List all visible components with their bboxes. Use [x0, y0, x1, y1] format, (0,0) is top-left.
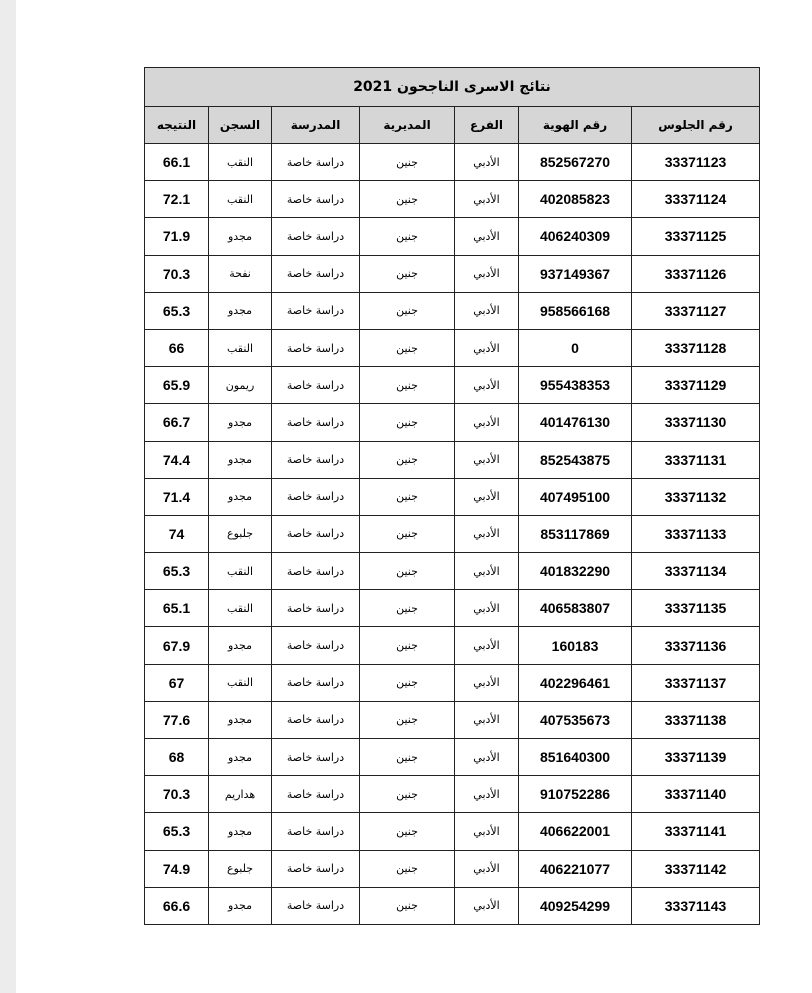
table-title-row	[145, 68, 760, 107]
table-row	[145, 850, 760, 887]
header-seat-number: رقم الجلوس	[632, 107, 760, 144]
school-cell: دراسة خاصة	[272, 144, 360, 181]
result-cell: 71.4	[145, 478, 209, 515]
directorate-cell: جنين	[360, 367, 455, 404]
id-number-cell: 406583807	[519, 590, 632, 627]
directorate-cell: جنين	[360, 478, 455, 515]
table-title: نتائج الاسرى الناجحون 2021	[145, 68, 760, 107]
school-cell: دراسة خاصة	[272, 850, 360, 887]
branch-cell: الأدبي	[455, 255, 519, 292]
branch-cell: الأدبي	[455, 590, 519, 627]
seat-number-cell: 33371132	[632, 478, 760, 515]
directorate-cell: جنين	[360, 590, 455, 627]
seat-number-cell: 33371127	[632, 292, 760, 329]
prison-cell: النقب	[209, 553, 272, 590]
directorate-cell: جنين	[360, 218, 455, 255]
result-cell: 72.1	[145, 181, 209, 218]
id-number-cell: 402085823	[519, 181, 632, 218]
table-row	[145, 367, 760, 404]
result-cell: 70.3	[145, 776, 209, 813]
school-cell: دراسة خاصة	[272, 478, 360, 515]
result-cell: 77.6	[145, 701, 209, 738]
school-cell: دراسة خاصة	[272, 404, 360, 441]
id-number-cell: 955438353	[519, 367, 632, 404]
id-number-cell: 0	[519, 329, 632, 366]
branch-cell: الأدبي	[455, 367, 519, 404]
seat-number-cell: 33371142	[632, 850, 760, 887]
prison-cell: مجدو	[209, 739, 272, 776]
table-row	[145, 776, 760, 813]
branch-cell: الأدبي	[455, 664, 519, 701]
id-number-cell: 402296461	[519, 664, 632, 701]
school-cell: دراسة خاصة	[272, 181, 360, 218]
id-number-cell: 910752286	[519, 776, 632, 813]
directorate-cell: جنين	[360, 181, 455, 218]
school-cell: دراسة خاصة	[272, 292, 360, 329]
header-directorate: المديرية	[360, 107, 455, 144]
table-row	[145, 553, 760, 590]
branch-cell: الأدبي	[455, 776, 519, 813]
id-number-cell: 958566168	[519, 292, 632, 329]
seat-number-cell: 33371137	[632, 664, 760, 701]
result-cell: 71.9	[145, 218, 209, 255]
seat-number-cell: 33371123	[632, 144, 760, 181]
school-cell: دراسة خاصة	[272, 664, 360, 701]
directorate-cell: جنين	[360, 292, 455, 329]
result-cell: 67	[145, 664, 209, 701]
prison-cell: هداريم	[209, 776, 272, 813]
seat-number-cell: 33371143	[632, 887, 760, 924]
table-row	[145, 255, 760, 292]
school-cell: دراسة خاصة	[272, 218, 360, 255]
branch-cell: الأدبي	[455, 739, 519, 776]
prison-cell: النقب	[209, 329, 272, 366]
table-row	[145, 664, 760, 701]
header-id-number: رقم الهوية	[519, 107, 632, 144]
directorate-cell: جنين	[360, 404, 455, 441]
seat-number-cell: 33371139	[632, 739, 760, 776]
school-cell: دراسة خاصة	[272, 441, 360, 478]
branch-cell: الأدبي	[455, 144, 519, 181]
seat-number-cell: 33371141	[632, 813, 760, 850]
branch-cell: الأدبي	[455, 478, 519, 515]
branch-cell: الأدبي	[455, 515, 519, 552]
id-number-cell: 406240309	[519, 218, 632, 255]
result-cell: 65.3	[145, 813, 209, 850]
school-cell: دراسة خاصة	[272, 701, 360, 738]
result-cell: 74.9	[145, 850, 209, 887]
branch-cell: الأدبي	[455, 181, 519, 218]
branch-cell: الأدبي	[455, 813, 519, 850]
id-number-cell: 160183	[519, 627, 632, 664]
seat-number-cell: 33371133	[632, 515, 760, 552]
directorate-cell: جنين	[360, 144, 455, 181]
id-number-cell: 406221077	[519, 850, 632, 887]
school-cell: دراسة خاصة	[272, 776, 360, 813]
directorate-cell: جنين	[360, 627, 455, 664]
school-cell: دراسة خاصة	[272, 887, 360, 924]
directorate-cell: جنين	[360, 701, 455, 738]
id-number-cell: 406622001	[519, 813, 632, 850]
table-row	[145, 404, 760, 441]
seat-number-cell: 33371125	[632, 218, 760, 255]
id-number-cell: 852543875	[519, 441, 632, 478]
directorate-cell: جنين	[360, 813, 455, 850]
prison-cell: مجدو	[209, 441, 272, 478]
branch-cell: الأدبي	[455, 627, 519, 664]
seat-number-cell: 33371131	[632, 441, 760, 478]
result-cell: 66.6	[145, 887, 209, 924]
prison-cell: مجدو	[209, 627, 272, 664]
directorate-cell: جنين	[360, 664, 455, 701]
result-cell: 68	[145, 739, 209, 776]
table-header-row	[145, 107, 760, 144]
school-cell: دراسة خاصة	[272, 553, 360, 590]
branch-cell: الأدبي	[455, 404, 519, 441]
header-result: النتيجه	[145, 107, 209, 144]
seat-number-cell: 33371140	[632, 776, 760, 813]
result-cell: 66	[145, 329, 209, 366]
seat-number-cell: 33371126	[632, 255, 760, 292]
header-school: المدرسة	[272, 107, 360, 144]
branch-cell: الأدبي	[455, 292, 519, 329]
school-cell: دراسة خاصة	[272, 367, 360, 404]
table-row	[145, 292, 760, 329]
seat-number-cell: 33371135	[632, 590, 760, 627]
branch-cell: الأدبي	[455, 441, 519, 478]
directorate-cell: جنين	[360, 776, 455, 813]
branch-cell: الأدبي	[455, 887, 519, 924]
prison-cell: النقب	[209, 664, 272, 701]
directorate-cell: جنين	[360, 553, 455, 590]
table-row	[145, 329, 760, 366]
prison-cell: النقب	[209, 144, 272, 181]
table-row	[145, 627, 760, 664]
branch-cell: الأدبي	[455, 329, 519, 366]
seat-number-cell: 33371138	[632, 701, 760, 738]
header-branch: الفرع	[455, 107, 519, 144]
id-number-cell: 409254299	[519, 887, 632, 924]
table-row	[145, 181, 760, 218]
id-number-cell: 852567270	[519, 144, 632, 181]
branch-cell: الأدبي	[455, 701, 519, 738]
school-cell: دراسة خاصة	[272, 627, 360, 664]
directorate-cell: جنين	[360, 255, 455, 292]
seat-number-cell: 33371124	[632, 181, 760, 218]
prison-cell: مجدو	[209, 478, 272, 515]
prison-cell: ريمون	[209, 367, 272, 404]
prison-cell: النقب	[209, 181, 272, 218]
table-row	[145, 515, 760, 552]
prison-cell: جلبوع	[209, 850, 272, 887]
table-row	[145, 590, 760, 627]
table-row	[145, 441, 760, 478]
table-row	[145, 478, 760, 515]
prison-cell: مجدو	[209, 292, 272, 329]
school-cell: دراسة خاصة	[272, 739, 360, 776]
directorate-cell: جنين	[360, 739, 455, 776]
id-number-cell: 401832290	[519, 553, 632, 590]
id-number-cell: 401476130	[519, 404, 632, 441]
school-cell: دراسة خاصة	[272, 515, 360, 552]
directorate-cell: جنين	[360, 329, 455, 366]
prison-cell: جلبوع	[209, 515, 272, 552]
prison-cell: مجدو	[209, 218, 272, 255]
id-number-cell: 407535673	[519, 701, 632, 738]
table-row	[145, 701, 760, 738]
result-cell: 65.9	[145, 367, 209, 404]
result-cell: 74.4	[145, 441, 209, 478]
id-number-cell: 407495100	[519, 478, 632, 515]
school-cell: دراسة خاصة	[272, 590, 360, 627]
seat-number-cell: 33371129	[632, 367, 760, 404]
prison-cell: مجدو	[209, 813, 272, 850]
seat-number-cell: 33371136	[632, 627, 760, 664]
result-cell: 74	[145, 515, 209, 552]
seat-number-cell: 33371130	[632, 404, 760, 441]
branch-cell: الأدبي	[455, 850, 519, 887]
prison-cell: النقب	[209, 590, 272, 627]
seat-number-cell: 33371134	[632, 553, 760, 590]
id-number-cell: 851640300	[519, 739, 632, 776]
table-row	[145, 887, 760, 924]
directorate-cell: جنين	[360, 441, 455, 478]
document-page	[16, 0, 812, 993]
table-body	[145, 144, 760, 925]
branch-cell: الأدبي	[455, 553, 519, 590]
school-cell: دراسة خاصة	[272, 255, 360, 292]
result-cell: 65.1	[145, 590, 209, 627]
directorate-cell: جنين	[360, 887, 455, 924]
school-cell: دراسة خاصة	[272, 813, 360, 850]
result-cell: 66.7	[145, 404, 209, 441]
directorate-cell: جنين	[360, 515, 455, 552]
header-prison: السجن	[209, 107, 272, 144]
results-table	[144, 67, 760, 925]
table-row	[145, 813, 760, 850]
result-cell: 66.1	[145, 144, 209, 181]
prison-cell: مجدو	[209, 404, 272, 441]
id-number-cell: 937149367	[519, 255, 632, 292]
id-number-cell: 853117869	[519, 515, 632, 552]
prison-cell: نفحة	[209, 255, 272, 292]
prison-cell: مجدو	[209, 887, 272, 924]
directorate-cell: جنين	[360, 850, 455, 887]
table-row	[145, 144, 760, 181]
prison-cell: مجدو	[209, 701, 272, 738]
table-row	[145, 218, 760, 255]
seat-number-cell: 33371128	[632, 329, 760, 366]
school-cell: دراسة خاصة	[272, 329, 360, 366]
result-cell: 70.3	[145, 255, 209, 292]
result-cell: 65.3	[145, 553, 209, 590]
table-row	[145, 739, 760, 776]
result-cell: 67.9	[145, 627, 209, 664]
result-cell: 65.3	[145, 292, 209, 329]
branch-cell: الأدبي	[455, 218, 519, 255]
